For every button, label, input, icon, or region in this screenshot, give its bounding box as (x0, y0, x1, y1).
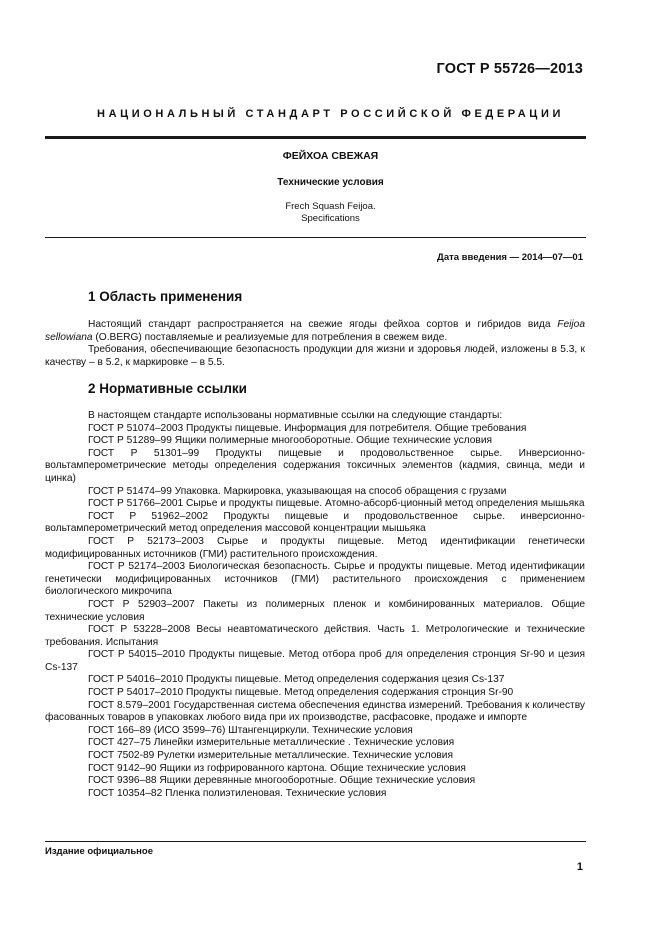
reference-item: ГОСТ Р 51289–99 Ящики полимерные многооборотные. Общие технические условия (88, 435, 493, 447)
reference-item: ГОСТ Р 51962–2002 Продукты пищевые и продовольственное сырье. инверсионно-вольтамперометрический метод определения массовой концентрации мышьяка (45, 510, 585, 535)
requirements-paragraph: Требования, обеспечивающие безопасность продукции для жизни и здоровья людей, изложены в 5.3, к качеству – в 5.2, к маркировке – в 5.5. (45, 344, 585, 368)
section-2-heading: 2 Нормативные ссылки (88, 381, 247, 396)
reference-item: ГОСТ 7502-89 Рулетки измерительные металлические. Технические условия (88, 750, 454, 762)
footer-divider (45, 841, 586, 842)
reference-item: ГОСТ Р 51474–99 Упаковка. Маркировка, указывающая на способ обращения с грузами (88, 485, 507, 497)
edition-note: Издание официальное (45, 846, 153, 857)
reference-item: ГОСТ 9142–90 Ящики из гофрированного картона. Общие технические условия (88, 762, 466, 774)
references-intro: В настоящем стандарте использованы нормативные ссылки на следующие стандарты: (88, 410, 503, 421)
reference-item: ГОСТ Р 51074–2003 Продукты пищевые. Информация для потребителя. Общие требования (88, 422, 527, 434)
section-1-heading: 1 Область применения (88, 289, 243, 304)
header-divider (45, 136, 586, 139)
standard-code: ГОСТ Р 55726—2013 (436, 61, 583, 77)
reference-item: ГОСТ 8.579–2001 Государственная система обеспечения единства измерений. Требования к количеству фасованных товаров в упаковках любого вида при их производстве, расфасовке, продаже и импорте (45, 699, 585, 724)
english-title-line-2: Specifications (301, 213, 360, 224)
reference-item: ГОСТ Р 51766–2001 Сырье и продукты пищевые. Атомно-абсорб-ционный метод определения мышьяка (88, 498, 585, 510)
reference-item: ГОСТ Р 53228–2008 Весы неавтоматического действия. Часть 1. Метрологические и технические требования. Испытания (45, 624, 585, 648)
reference-item: ГОСТ Р 54017–2010 Продукты пищевые. Метод определения содержания стронция Sr-90 (88, 687, 514, 699)
reference-item: ГОСТ 9396–88 Ящики деревянные многооборотные. Общие технические условия (88, 775, 476, 787)
reference-item: ГОСТ Р 52173–2003 Сырье и продукты пищевые. Метод идентификации генетически модифицированных источников (ГМИ) растительного происхождения. (45, 535, 585, 560)
english-title-line-1: Frech Squash Feijoa. (285, 201, 376, 212)
reference-item: ГОСТ Р 54016–2010 Продукты пищевые. Метод определения содержания цезия Cs-137 (88, 674, 505, 686)
reference-item: ГОСТ 10354–82 Пленка полиэтиленовая. Технические условия (88, 787, 387, 799)
scope-text-1: Настоящий стандарт распространяется на свежие ягоды фейхоа сортов и гибридов вида (88, 319, 558, 330)
scope-text-2: (O.BERG) поставляемые и реализуемые для потребления в свежем виде. (92, 331, 448, 343)
reference-item: ГОСТ Р 54015–2010 Продукты пищевые. Метод отбора проб для определения стронция Sr-90 и цезия Cs-137 (45, 649, 585, 673)
title-divider (45, 237, 586, 238)
introduction-date: Дата введения — 2014—07—01 (437, 252, 583, 263)
species-name: Feijoa sellowiana (45, 319, 585, 343)
section-1-body (45, 319, 585, 369)
reference-item: ГОСТ 166–89 (ИСО 3599–76) Штангенциркули. Технические условия (88, 724, 413, 736)
reference-item: ГОСТ 427–75 Линейки измерительные металлические . Технические условия (88, 737, 455, 749)
document-title: ФЕЙХОА СВЕЖАЯ (282, 150, 379, 162)
page-number: 1 (576, 861, 583, 873)
english-title (0, 201, 661, 225)
document-subtitle: Технические условия (277, 177, 384, 188)
national-standard-title: НАЦИОНАЛЬНЫЙ СТАНДАРТ РОССИЙСКОЙ ФЕДЕРАЦИИ (97, 108, 564, 120)
reference-item: ГОСТ Р 51301–99 Продукты пищевые и продовольственное сырье. Инверсионно-вольтамперометрические методы определения содержания токсичных элементов (кадмия, свинца, меди и цинка) (45, 447, 585, 484)
references-list (45, 410, 585, 800)
reference-item: ГОСТ Р 52174–2003 Биологическая безопасность. Сырье и продукты пищевые. Метод идентификации генетически модифицированных источников (ГМИ) растительного происхождения с применением биологического микрочипа (45, 561, 585, 598)
scope-paragraph (45, 319, 585, 344)
reference-item: ГОСТ Р 52903–2007 Пакеты из полимерных пленок и комбинированных материалов. Общие технические условия (45, 598, 585, 623)
